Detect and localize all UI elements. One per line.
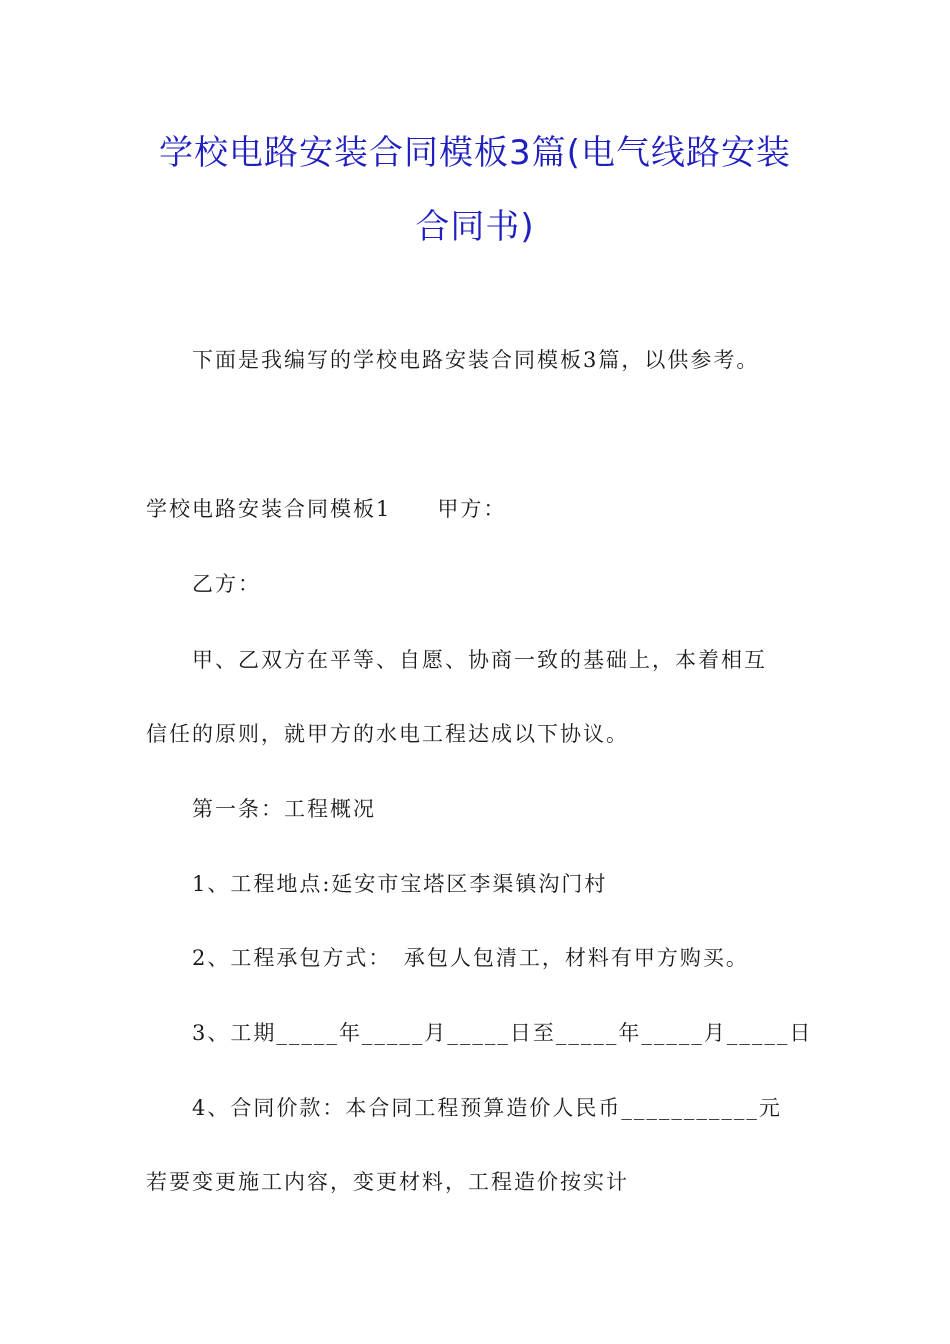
agreement-paragraph-line-1: 甲、乙双方在平等、自愿、协商一致的基础上，本着相互 <box>192 648 767 672</box>
item-3: 3、工期_____年_____月_____日至_____年_____月_____日 <box>192 1021 813 1045</box>
agreement-paragraph-line-2: 信任的原则，就甲方的水电工程达成以下协议。 <box>146 722 629 746</box>
item-4-line-1: 4、合同价款：本合同工程预算造价人民币___________元 <box>192 1096 782 1120</box>
item-4-line-2: 若要变更施工内容，变更材料，工程造价按实计 <box>146 1170 629 1194</box>
item-2: 2、工程承包方式： 承包人包清工，材料有甲方购买。 <box>192 946 749 970</box>
document-title-line-2: 合同书) <box>415 207 535 247</box>
intro-paragraph: 下面是我编写的学校电路安装合同模板3篇，以供参考。 <box>192 348 760 372</box>
item-1: 1、工程地点:延安市宝塔区李渠镇沟门村 <box>192 872 608 896</box>
article-1-heading: 第一条：工程概况 <box>192 797 376 821</box>
section-heading: 学校电路安装合同模板1 甲方： <box>146 497 507 521</box>
document-title-line-1: 学校电路安装合同模板3篇(电气线路安装 <box>159 133 791 173</box>
party-b-label: 乙方： <box>192 572 261 596</box>
